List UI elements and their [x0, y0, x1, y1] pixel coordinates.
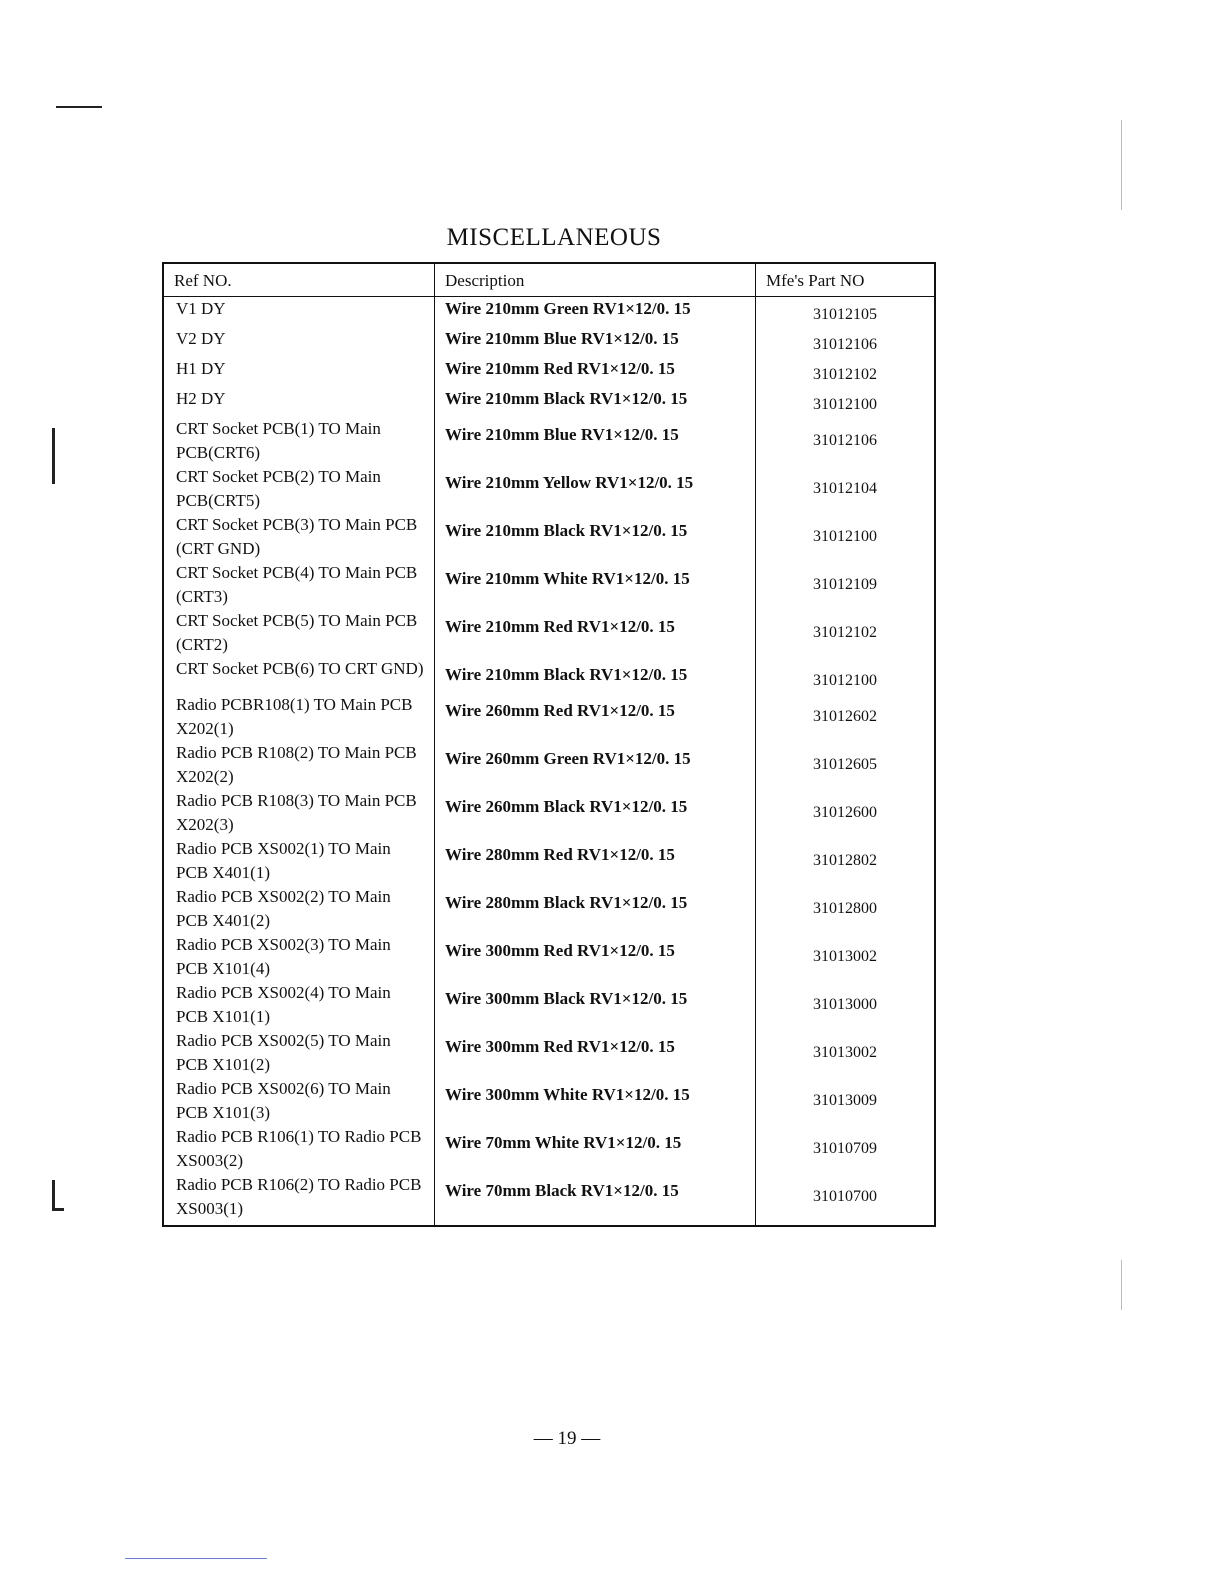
table-header-row — [163, 263, 935, 297]
cell-ref: Radio PCB XS002(3) TO Main PCB X101(4) — [163, 933, 435, 981]
table-row — [163, 1029, 935, 1077]
table-row — [163, 657, 935, 693]
cell-description: Wire 280mm Red RV1×12/0. 15 — [435, 837, 756, 885]
cell-ref: CRT Socket PCB(5) TO Main PCB (CRT2) — [163, 609, 435, 657]
column-header-description: Description — [435, 263, 756, 297]
cell-ref: CRT Socket PCB(4) TO Main PCB (CRT3) — [163, 561, 435, 609]
cell-description: Wire 260mm Red RV1×12/0. 15 — [435, 693, 756, 741]
table-row — [163, 465, 935, 513]
table-row — [163, 837, 935, 885]
table-body — [163, 297, 935, 1227]
cell-part: 31012100 — [813, 672, 877, 689]
table-row — [163, 609, 935, 657]
cell-ref: Radio PCB R108(3) TO Main PCB X202(3) — [163, 789, 435, 837]
cell-description: Wire 70mm White RV1×12/0. 15 — [435, 1125, 756, 1173]
table-row — [163, 981, 935, 1029]
cell-ref: V1 DY — [163, 297, 435, 328]
cell-description: Wire 210mm Black RV1×12/0. 15 — [435, 657, 756, 693]
cell-ref: Radio PCB R106(1) TO Radio PCB XS003(2) — [163, 1125, 435, 1173]
scan-mark-left-2 — [52, 1180, 55, 1210]
cell-description: Wire 210mm Red RV1×12/0. 15 — [435, 357, 756, 387]
cell-part: 31013009 — [813, 1092, 877, 1109]
cell-part: 31012802 — [813, 852, 877, 869]
cell-description: Wire 210mm Black RV1×12/0. 15 — [435, 513, 756, 561]
cell-ref: Radio PCB XS002(1) TO Main PCB X401(1) — [163, 837, 435, 885]
cell-description: Wire 210mm Red RV1×12/0. 15 — [435, 609, 756, 657]
table-row — [163, 933, 935, 981]
cell-ref: H2 DY — [163, 387, 435, 417]
table-row — [163, 885, 935, 933]
cell-ref: CRT Socket PCB(2) TO Main PCB(CRT5) — [163, 465, 435, 513]
cell-ref: Radio PCB R106(2) TO Radio PCB XS003(1) — [163, 1173, 435, 1226]
cell-ref: Radio PCB R108(2) TO Main PCB X202(2) — [163, 741, 435, 789]
table-row — [163, 1077, 935, 1125]
table-row — [163, 327, 935, 357]
table-row — [163, 741, 935, 789]
cell-ref: V2 DY — [163, 327, 435, 357]
cell-description: Wire 210mm Green RV1×12/0. 15 — [435, 297, 756, 328]
cell-ref: H1 DY — [163, 357, 435, 387]
cell-description: Wire 300mm Black RV1×12/0. 15 — [435, 981, 756, 1029]
page-number: — 19 — — [533, 1428, 601, 1449]
cell-description: Wire 260mm Black RV1×12/0. 15 — [435, 789, 756, 837]
cell-part: 31012800 — [813, 900, 877, 917]
table-row — [163, 297, 935, 328]
cell-description: Wire 210mm Blue RV1×12/0. 15 — [435, 327, 756, 357]
cell-part: 31012109 — [813, 576, 877, 593]
table-row — [163, 417, 935, 465]
scan-mark-top-left — [56, 106, 102, 108]
cell-part: 31012100 — [813, 396, 877, 413]
cell-part: 31013000 — [813, 996, 877, 1013]
table-row — [163, 357, 935, 387]
cell-ref: CRT Socket PCB(3) TO Main PCB (CRT GND) — [163, 513, 435, 561]
cell-ref: Radio PCB XS002(2) TO Main PCB X401(2) — [163, 885, 435, 933]
scan-mark-left-3 — [52, 1208, 64, 1211]
cell-part: 31012605 — [813, 756, 877, 773]
cell-description: Wire 300mm Red RV1×12/0. 15 — [435, 933, 756, 981]
cell-part: 31012104 — [813, 480, 877, 497]
cell-part: 31012100 — [813, 528, 877, 545]
scan-edge-bottom — [125, 1558, 267, 1559]
cell-ref: CRT Socket PCB(6) TO CRT GND) — [163, 657, 435, 693]
table-row — [163, 1125, 935, 1173]
cell-description: Wire 210mm White RV1×12/0. 15 — [435, 561, 756, 609]
cell-description: Wire 210mm Yellow RV1×12/0. 15 — [435, 465, 756, 513]
cell-description: Wire 300mm Red RV1×12/0. 15 — [435, 1029, 756, 1077]
cell-description: Wire 210mm Blue RV1×12/0. 15 — [435, 417, 756, 465]
cell-part: 31012102 — [813, 624, 877, 641]
scan-edge-right-2 — [1121, 1260, 1122, 1310]
cell-ref: Radio PCBR108(1) TO Main PCB X202(1) — [163, 693, 435, 741]
cell-description: Wire 260mm Green RV1×12/0. 15 — [435, 741, 756, 789]
table-row — [163, 561, 935, 609]
cell-description: Wire 210mm Black RV1×12/0. 15 — [435, 387, 756, 417]
cell-ref: CRT Socket PCB(1) TO Main PCB(CRT6) — [163, 417, 435, 465]
cell-ref: Radio PCB XS002(6) TO Main PCB X101(3) — [163, 1077, 435, 1125]
cell-description: Wire 300mm White RV1×12/0. 15 — [435, 1077, 756, 1125]
cell-part: 31010709 — [813, 1140, 877, 1157]
page-title: MISCELLANEOUS — [446, 224, 662, 251]
cell-description: Wire 280mm Black RV1×12/0. 15 — [435, 885, 756, 933]
column-header-ref: Ref NO. — [163, 263, 435, 297]
cell-part: 31012600 — [813, 804, 877, 821]
cell-part: 31012602 — [813, 708, 877, 725]
cell-ref: Radio PCB XS002(5) TO Main PCB X101(2) — [163, 1029, 435, 1077]
table-row — [163, 693, 935, 741]
scan-mark-left-1 — [52, 428, 55, 484]
cell-part: 31012106 — [813, 432, 877, 449]
cell-part: 31012106 — [813, 336, 877, 353]
cell-description: Wire 70mm Black RV1×12/0. 15 — [435, 1173, 756, 1226]
table-row — [163, 513, 935, 561]
parts-table — [162, 262, 936, 1227]
cell-part: 31013002 — [813, 948, 877, 965]
column-header-part: Mfe's Part NO — [756, 263, 936, 297]
cell-ref: Radio PCB XS002(4) TO Main PCB X101(1) — [163, 981, 435, 1029]
table-row — [163, 1173, 935, 1226]
table-row — [163, 789, 935, 837]
cell-part: 31010700 — [813, 1188, 877, 1205]
table-row — [163, 387, 935, 417]
cell-part: 31012105 — [813, 306, 877, 323]
cell-part: 31012102 — [813, 366, 877, 383]
scan-edge-right — [1121, 120, 1122, 210]
cell-part: 31013002 — [813, 1044, 877, 1061]
